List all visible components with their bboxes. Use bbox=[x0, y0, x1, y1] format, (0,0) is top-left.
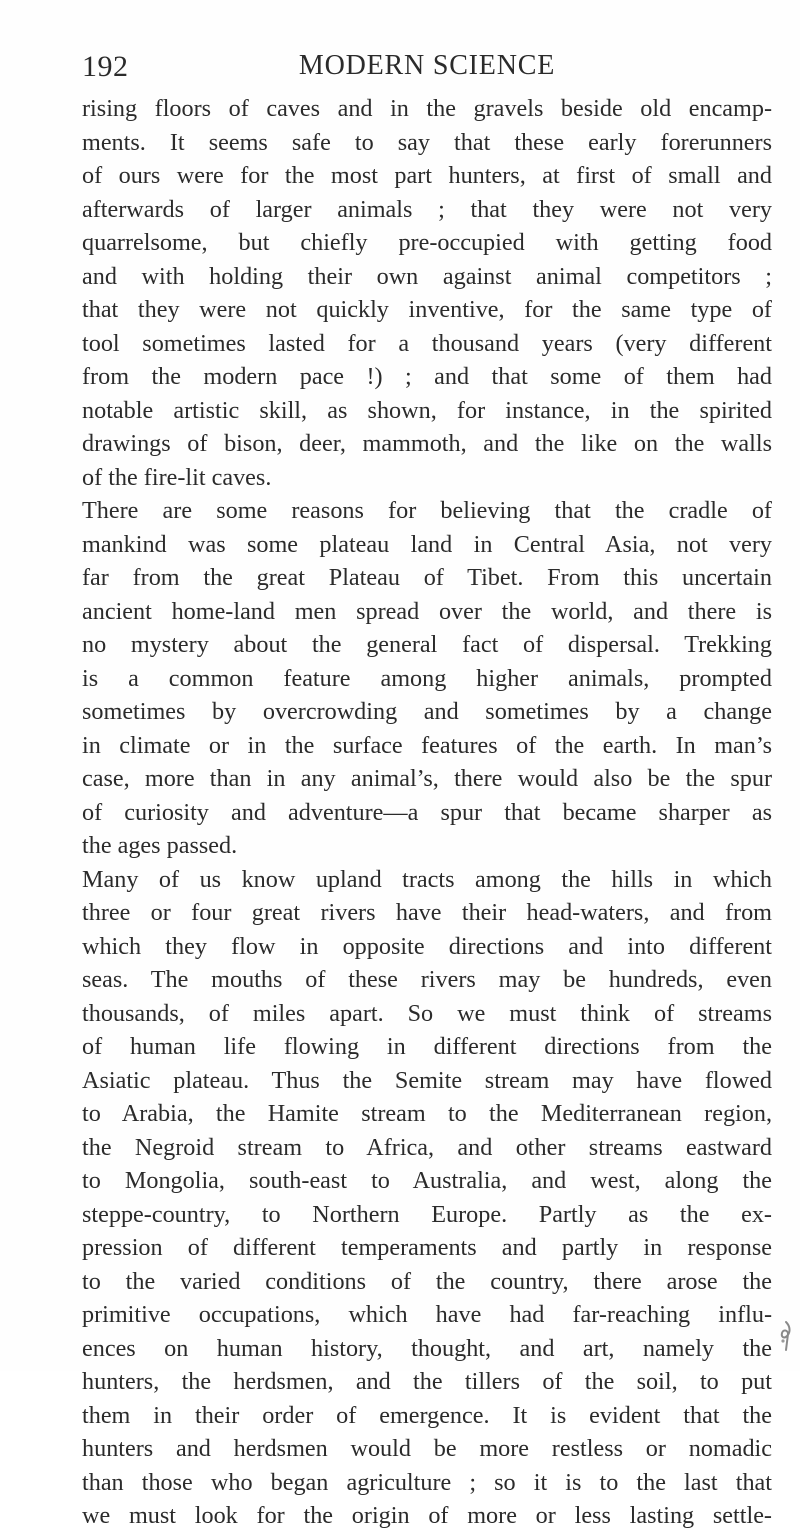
text-line: ences on human history, thought, and art, namely the bbox=[82, 1334, 772, 1362]
text-line: seas. The mouths of these rivers may be hundreds, even bbox=[82, 966, 772, 993]
text-line: we must look for the origin of more or less lasting settle- bbox=[82, 1502, 772, 1529]
text-line: Many of us know upland tracts among the hills in which bbox=[82, 865, 772, 893]
text-line: steppe-country, to Northern Europe. Partly as the ex- bbox=[82, 1200, 772, 1228]
text-line: case, more than in any animal’s, there would also be the spur bbox=[82, 765, 772, 792]
body-text bbox=[82, 92, 772, 1533]
text-line: hunters and herdsmen would be more restless or nomadic bbox=[82, 1435, 772, 1462]
text-line: sometimes by overcrowding and sometimes by a change bbox=[82, 698, 772, 725]
text-line: the Negroid stream to Africa, and other streams eastward bbox=[82, 1133, 772, 1161]
text-line: from the modern pace !) ; and that some of them had bbox=[82, 363, 772, 390]
text-line: afterwards of larger animals ; that they were not very bbox=[82, 195, 772, 223]
text-line: to Arabia, the Hamite stream to the Mediterranean region, bbox=[82, 1100, 772, 1127]
text-line: thousands, of miles apart. So we must think of streams bbox=[82, 999, 772, 1027]
text-line: of the fire-lit caves. bbox=[82, 463, 272, 491]
text-line: quarrelsome, but chiefly pre-occupied with getting food bbox=[82, 229, 772, 256]
text-line: pression of different temperaments and partly in response bbox=[82, 1234, 772, 1261]
text-line: ancient home-land men spread over the world, and there is bbox=[82, 597, 772, 625]
text-line: the ages passed. bbox=[82, 832, 238, 859]
text-line: rising floors of caves and in the gravels beside old encamp- bbox=[82, 95, 772, 122]
text-line: notable artistic skill, as shown, for instance, in the spirited bbox=[82, 396, 772, 424]
text-line: There are some reasons for believing that the cradle of bbox=[82, 497, 772, 524]
text-line: Asiatic plateau. Thus the Semite stream may have flowed bbox=[82, 1066, 772, 1094]
text-line: far from the great Plateau of Tibet. From this uncertain bbox=[82, 564, 772, 591]
text-line: in climate or in the surface features of the earth. In man’s bbox=[82, 731, 772, 759]
text-line: is a common feature among higher animals, prompted bbox=[82, 664, 772, 692]
running-title: MODERN SCIENCE bbox=[298, 50, 556, 81]
text-line: that they were not quickly inventive, for the same type of bbox=[82, 296, 772, 323]
text-line: three or four great rivers have their head-waters, and from bbox=[82, 899, 772, 926]
text-line: tool sometimes lasted for a thousand years (very different bbox=[82, 329, 772, 357]
text-line: to Mongolia, south-east to Australia, and west, along the bbox=[82, 1167, 772, 1194]
text-line: which they flow in opposite directions and into different bbox=[82, 932, 772, 960]
text-line: of curiosity and adventure—a spur that became sharper as bbox=[82, 798, 772, 826]
page-number: 192 bbox=[82, 50, 129, 83]
text-line: no mystery about the general fact of dispersal. Trekking bbox=[82, 631, 772, 658]
text-line: of human life flowing in different directions from the bbox=[82, 1033, 772, 1060]
text-line: drawings of bison, deer, mammoth, and the like on the walls bbox=[82, 430, 772, 457]
text-line: hunters, the herdsmen, and the tillers of the soil, to put bbox=[82, 1368, 772, 1395]
text-line: than those who began agriculture ; so it is to the last that bbox=[82, 1468, 772, 1496]
text-line: primitive occupations, which have had far-reaching influ- bbox=[82, 1301, 772, 1328]
text-line: ments. It seems safe to say that these early forerunners bbox=[82, 128, 772, 156]
text-line: of ours were for the most part hunters, at first of small and bbox=[82, 162, 772, 189]
text-line: to the varied conditions of the country, there arose the bbox=[82, 1267, 772, 1295]
text-line: and with holding their own against animal competitors ; bbox=[82, 262, 772, 290]
text-line: them in their order of emergence. It is evident that the bbox=[82, 1401, 772, 1429]
running-head bbox=[82, 44, 772, 84]
text-line: mankind was some plateau land in Central Asia, not very bbox=[82, 530, 772, 558]
ink-mark bbox=[776, 1320, 794, 1354]
